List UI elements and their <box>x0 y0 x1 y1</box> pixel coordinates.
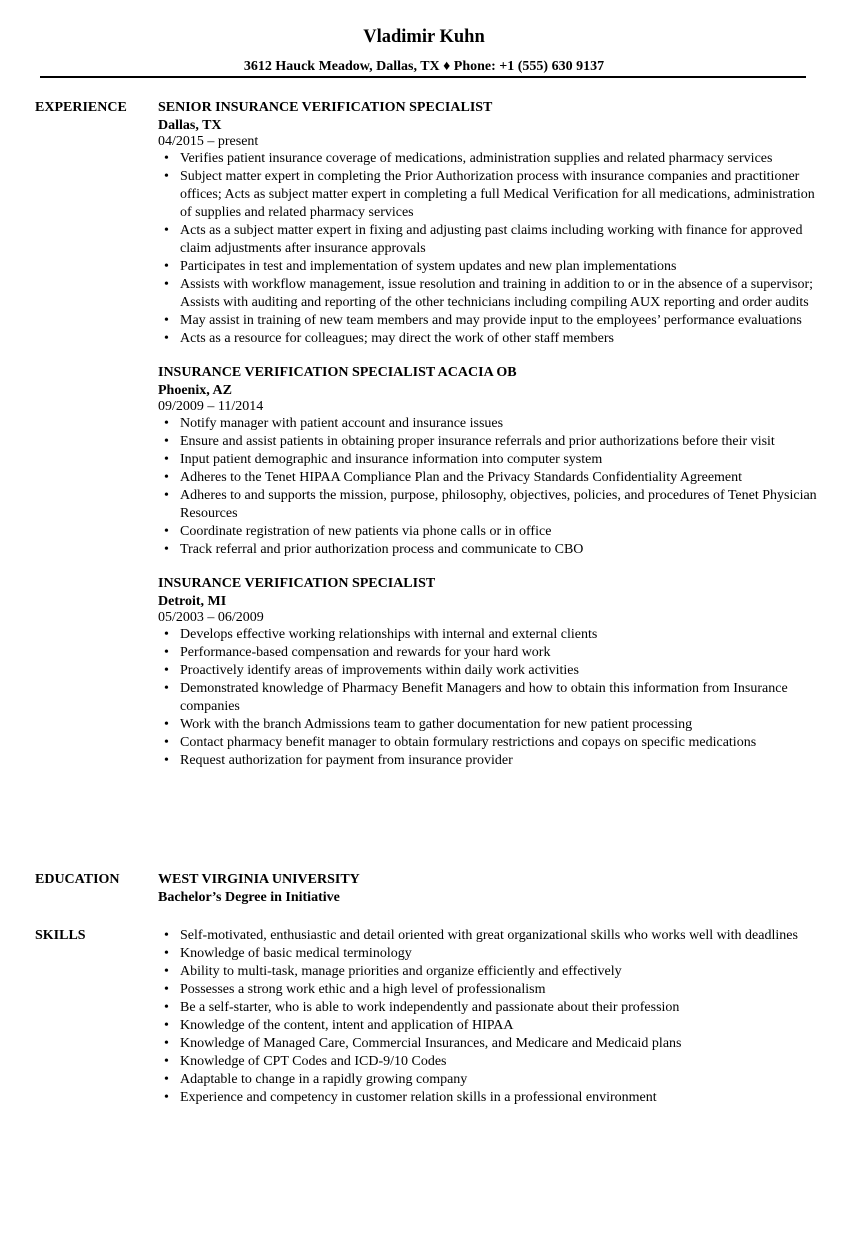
job-dates: 04/2015 – present <box>158 134 259 149</box>
bullet-item: • Proactively identify areas of improvements within daily work activities <box>158 662 828 680</box>
bullet-item: • Notify manager with patient account and insurance issues <box>158 415 828 433</box>
bullet-item: • Participates in test and implementation of system updates and new plan implementations <box>158 258 828 276</box>
job-dates: 09/2009 – 11/2014 <box>158 399 264 414</box>
job-entry <box>158 364 828 559</box>
bullet-item: • May assist in training of new team members and may provide input to the employees’ performance evaluations <box>158 312 828 330</box>
bullet-item: • Adheres to and supports the mission, purpose, philosophy, objectives, policies, and procedures of Tenet Physician Resources <box>158 487 828 523</box>
experience-body <box>158 99 828 786</box>
job-title: INSURANCE VERIFICATION SPECIALIST ACACIA OB <box>158 365 517 380</box>
job-location: Dallas, TX <box>158 118 222 133</box>
bullet-item: • Ensure and assist patients in obtaining proper insurance referrals and prior authorizations before their visit <box>158 433 828 451</box>
job-dates: 05/2003 – 06/2009 <box>158 610 264 625</box>
bullet-item: • Coordinate registration of new patients via phone calls or in office <box>158 523 828 541</box>
skill-item: • Knowledge of Managed Care, Commercial Insurances, and Medicare and Medicaid plans <box>158 1035 828 1053</box>
bullet-item: • Acts as a resource for colleagues; may direct the work of other staff members <box>158 330 828 348</box>
education-heading: EDUCATION <box>35 872 120 887</box>
bullet-item: • Verifies patient insurance coverage of medications, administration supplies and related pharmacy services <box>158 150 828 168</box>
skill-item: • Possesses a strong work ethic and a high level of professionalism <box>158 981 828 999</box>
school-name: WEST VIRGINIA UNIVERSITY <box>158 872 360 887</box>
skill-item: • Knowledge of CPT Codes and ICD-9/10 Codes <box>158 1053 828 1071</box>
skills-list <box>158 927 828 1107</box>
education-body <box>158 871 828 907</box>
bullet-item: • Performance-based compensation and rewards for your hard work <box>158 644 828 662</box>
skill-item: • Be a self-starter, who is able to work independently and passionate about their profession <box>158 999 828 1017</box>
job-location: Detroit, MI <box>158 594 227 609</box>
job-title: SENIOR INSURANCE VERIFICATION SPECIALIST <box>158 100 493 115</box>
contact-line: 3612 Hauck Meadow, Dallas, TX ♦ Phone: +1 (555) 630 9137 <box>243 59 605 74</box>
bullet-item: • Acts as a subject matter expert in fixing and adjusting past claims including working with finance for approved claim adjustments after insurance approvals <box>158 222 828 258</box>
candidate-name: Vladimir Kuhn <box>363 27 485 47</box>
header-divider <box>40 76 806 78</box>
job-entry <box>158 575 828 770</box>
bullet-item: • Work with the branch Admissions team to gather documentation for new patient processing <box>158 716 828 734</box>
skill-item: • Knowledge of the content, intent and application of HIPAA <box>158 1017 828 1035</box>
bullet-item: • Contact pharmacy benefit manager to obtain formulary restrictions and copays on specific medications <box>158 734 828 752</box>
bullet-item: • Subject matter expert in completing the Prior Authorization process with insurance companies and practitioner offices; Acts as subject matter expert in completing a full Medical Verification for all medications, administration of supplies and related pharmacy services <box>158 168 828 222</box>
job-bullets <box>158 626 828 770</box>
bullet-item: • Assists with workflow management, issue resolution and training in addition to or in the absence of a supervisor; Assists with auditing and reporting of the other technicians including compiling AUX reporting and order audits <box>158 276 828 312</box>
skill-item: • Ability to multi-task, manage priorities and organize efficiently and effectively <box>158 963 828 981</box>
experience-heading: EXPERIENCE <box>35 100 127 115</box>
bullet-item: • Request authorization for payment from insurance provider <box>158 752 828 770</box>
degree-name: Bachelor’s Degree in Initiative <box>158 890 340 905</box>
bullet-item: • Track referral and prior authorization process and communicate to CBO <box>158 541 828 559</box>
job-entry <box>158 99 828 348</box>
job-bullets <box>158 150 828 348</box>
job-location: Phoenix, AZ <box>158 383 232 398</box>
skill-item: • Self-motivated, enthusiastic and detail oriented with great organizational skills who works well with deadlines <box>158 927 828 945</box>
bullet-item: • Adheres to the Tenet HIPAA Compliance Plan and the Privacy Standards Confidentiality Agreement <box>158 469 828 487</box>
job-bullets <box>158 415 828 559</box>
skills-heading: SKILLS <box>35 928 86 943</box>
skills-body <box>158 927 828 1107</box>
skill-item: • Experience and competency in customer relation skills in a professional environment <box>158 1089 828 1107</box>
skill-item: • Knowledge of basic medical terminology <box>158 945 828 963</box>
skill-item: • Adaptable to change in a rapidly growing company <box>158 1071 828 1089</box>
bullet-item: • Develops effective working relationships with internal and external clients <box>158 626 828 644</box>
bullet-item: • Input patient demographic and insurance information into computer system <box>158 451 828 469</box>
bullet-item: • Demonstrated knowledge of Pharmacy Benefit Managers and how to obtain this information from Insurance companies <box>158 680 828 716</box>
job-title: INSURANCE VERIFICATION SPECIALIST <box>158 576 436 591</box>
